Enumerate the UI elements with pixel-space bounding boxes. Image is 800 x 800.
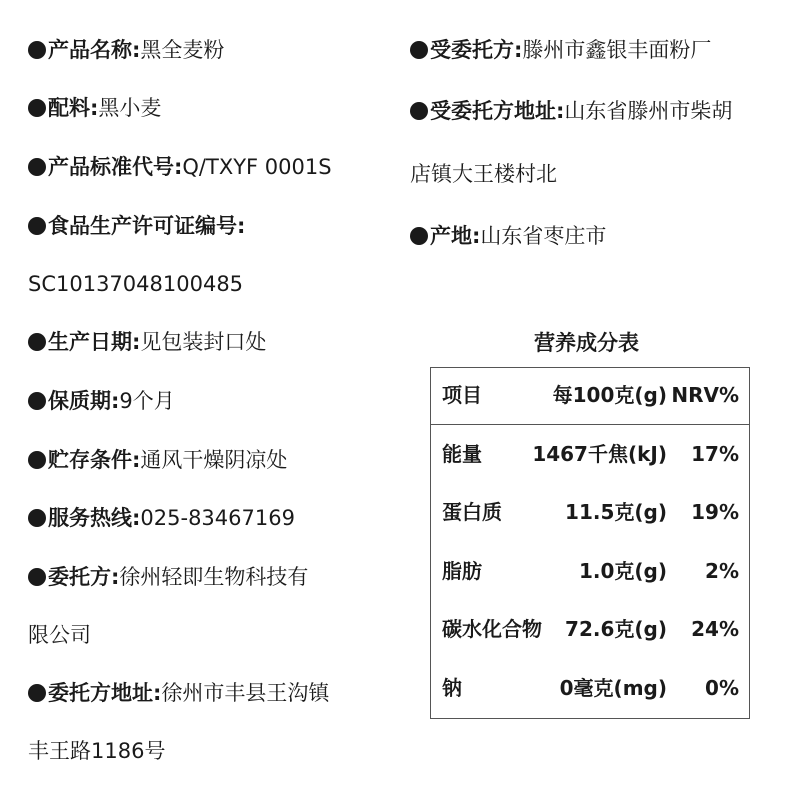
table-cell-amount: 1.0克(g) (578, 559, 667, 583)
field-standard-code: 产品标准代号:Q/TXYF 0001S (28, 153, 332, 181)
bullet-icon (410, 41, 428, 59)
field-storage: 贮存条件:通风干燥阴凉处 (28, 446, 287, 474)
table-cell-amount: 1467千焦(kJ) (532, 442, 667, 466)
field-shelf-life: 保质期:9个月 (28, 387, 175, 415)
table-cell-nutrient: 碳水化合物 (442, 617, 542, 641)
bullet-icon (28, 217, 46, 235)
bullet-icon (28, 451, 46, 469)
field-production-date: 生产日期:见包装封口处 (28, 328, 266, 356)
bullet-icon (28, 568, 46, 586)
table-cell-amount: 0毫克(mg) (559, 676, 667, 700)
field-license-number: 食品生产许可证编号: (28, 212, 245, 240)
nutrition-table (430, 367, 750, 719)
bullet-icon (28, 99, 46, 117)
field-manufacturer-address: 受委托方地址:山东省滕州市柴胡 (410, 97, 732, 125)
table-cell-nrv: 0% (705, 676, 739, 700)
table-header-divider (431, 424, 749, 425)
table-cell-nutrient: 脂肪 (442, 559, 482, 583)
table-cell-amount: 11.5克(g) (565, 500, 667, 524)
table-header-item: 项目 (442, 383, 482, 407)
field-client-address: 委托方地址:徐州市丰县王沟镇 (28, 679, 329, 707)
table-cell-nutrient: 钠 (442, 676, 462, 700)
table-cell-nutrient: 蛋白质 (442, 500, 502, 524)
bullet-icon (410, 102, 428, 120)
field-ingredients: 配料:黑小麦 (28, 94, 161, 122)
field-client-address-continuation: 丰王路1186号 (28, 739, 166, 763)
table-cell-nrv: 19% (691, 500, 739, 524)
field-license-number-value: SC10137048100485 (28, 272, 244, 296)
table-cell-nrv: 2% (705, 559, 739, 583)
field-product-name: 产品名称:黑全麦粉 (28, 36, 224, 64)
field-hotline: 服务热线:025-83467169 (28, 504, 295, 532)
table-header-per100g: 每100克(g) (552, 383, 667, 407)
field-manufacturer: 受委托方:滕州市鑫银丰面粉厂 (410, 36, 711, 64)
field-client: 委托方:徐州轻即生物科技有 (28, 563, 308, 591)
field-manufacturer-address-continuation: 店镇大王楼村北 (410, 162, 557, 186)
bullet-icon (28, 684, 46, 702)
field-client-continuation: 限公司 (28, 623, 91, 647)
field-origin: 产地:山东省枣庄市 (410, 222, 606, 250)
nutrition-table-title: 营养成分表 (534, 331, 639, 355)
bullet-icon (28, 158, 46, 176)
table-header-nrv: NRV% (671, 383, 739, 407)
table-cell-nutrient: 能量 (442, 442, 482, 466)
bullet-icon (28, 41, 46, 59)
bullet-icon (28, 333, 46, 351)
bullet-icon (28, 509, 46, 527)
bullet-icon (410, 227, 428, 245)
table-cell-nrv: 17% (691, 442, 739, 466)
bullet-icon (28, 392, 46, 410)
table-cell-amount: 72.6克(g) (565, 617, 667, 641)
table-cell-nrv: 24% (691, 617, 739, 641)
